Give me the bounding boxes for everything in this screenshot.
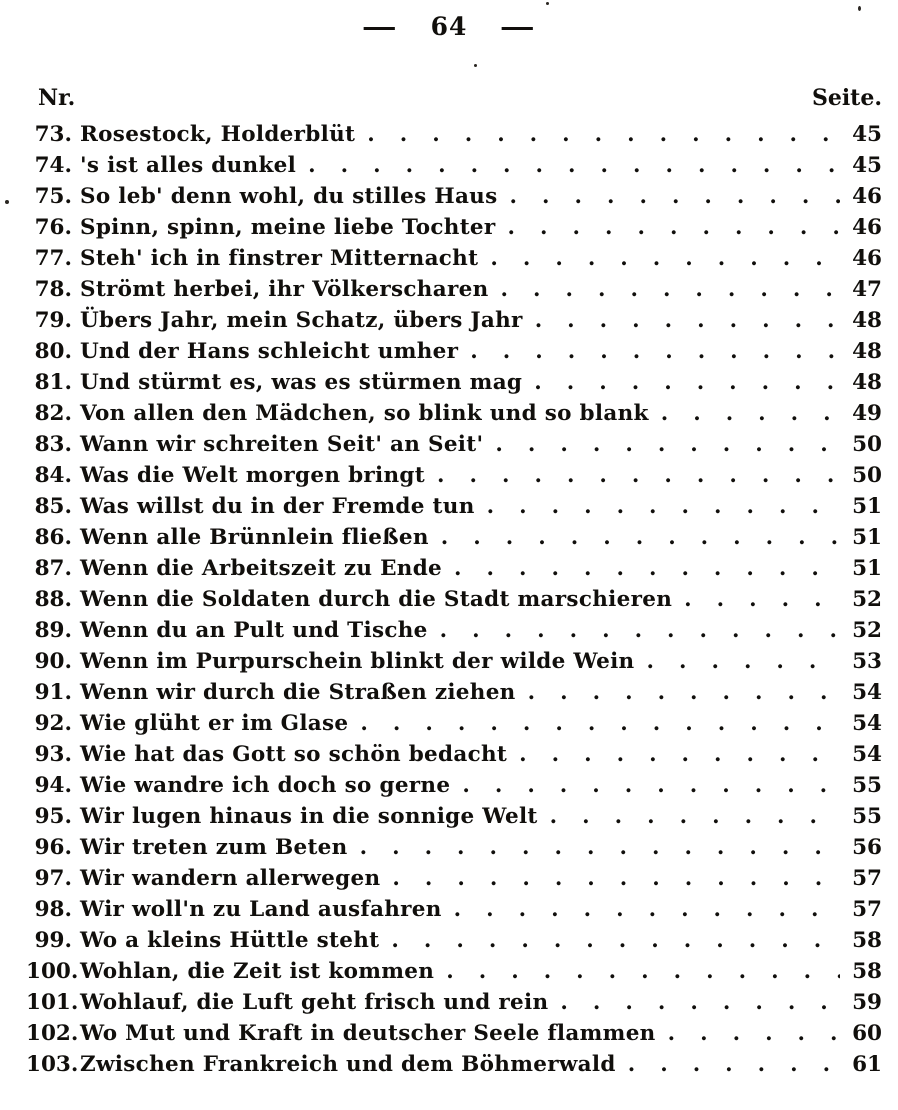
- entry-page-number: 59: [852, 990, 882, 1015]
- dot-leader: [470, 336, 840, 367]
- entry-title: Spinn, spinn, meine liebe Tochter: [80, 215, 496, 240]
- entry-number: 86.: [34, 525, 72, 550]
- entry-page-number: 46: [852, 246, 882, 271]
- nr-column-header: Nr.: [38, 85, 76, 111]
- entry-number: 92.: [34, 711, 72, 736]
- toc-entry: [26, 553, 882, 584]
- running-head-dash-right: —: [500, 12, 537, 41]
- entry-number: 76.: [34, 215, 72, 240]
- entry-page-number: 46: [852, 215, 882, 240]
- toc-entry: [26, 181, 882, 212]
- entry-title: Strömt herbei, ihr Völkerscharen: [80, 277, 489, 302]
- entry-title: Wann wir schreiten Seit' an Seit': [80, 432, 484, 457]
- entry-title: Wohlan, die Zeit ist kommen: [80, 959, 435, 984]
- dot-leader: [446, 956, 840, 987]
- dot-leader: [367, 119, 840, 150]
- toc-entry: [26, 429, 882, 460]
- entry-page-number: 60: [852, 1021, 882, 1046]
- dot-leader: [487, 491, 840, 522]
- entry-page-number: 57: [852, 897, 882, 922]
- entry-number: 96.: [34, 835, 72, 860]
- entry-number: 98.: [34, 897, 72, 922]
- entry-number: 74.: [34, 153, 72, 178]
- entry-number: 89.: [34, 618, 72, 643]
- dot-leader: [534, 367, 840, 398]
- entry-title: So leb' denn wohl, du stilles Haus: [80, 184, 498, 209]
- dot-leader: [508, 212, 840, 243]
- entry-page-number: 52: [852, 618, 882, 643]
- entry-title: 's ist alles dunkel: [80, 153, 297, 178]
- toc-entry: [26, 336, 882, 367]
- entry-page-number: 47: [852, 277, 882, 302]
- toc-entry: [26, 925, 882, 956]
- toc-entry: [26, 522, 882, 553]
- running-head-dash-left: —: [361, 12, 398, 41]
- entry-title: Wo Mut und Kraft in deutscher Seele flammen: [80, 1021, 656, 1046]
- entry-title: Wenn die Arbeitszeit zu Ende: [80, 556, 443, 581]
- toc-entry: [26, 739, 882, 770]
- toc-entry: [26, 119, 882, 150]
- entry-page-number: 48: [852, 308, 882, 333]
- toc-entry: [26, 491, 882, 522]
- dot-leader: [519, 739, 840, 770]
- toc-entry: [26, 832, 882, 863]
- entry-title: Was die Welt morgen bringt: [80, 463, 425, 488]
- entry-title: Wie glüht er im Glase: [80, 711, 349, 736]
- entry-page-number: 49: [852, 401, 882, 426]
- toc-list: [0, 119, 898, 1080]
- entry-number: 93.: [34, 742, 72, 767]
- seite-column-header: Seite.: [811, 85, 882, 111]
- entry-number: 79.: [34, 308, 72, 333]
- entry-number: 99.: [34, 928, 72, 953]
- toc-entry: [26, 460, 882, 491]
- entry-page-number: 50: [852, 463, 882, 488]
- entry-number: 81.: [34, 370, 72, 395]
- entry-page-number: 58: [852, 928, 882, 953]
- toc-entry: [26, 801, 882, 832]
- entry-page-number: 52: [852, 587, 882, 612]
- entry-page-number: 51: [852, 494, 882, 519]
- entry-number: 103.: [26, 1052, 79, 1077]
- dot-leader: [528, 677, 840, 708]
- toc-entry: [26, 243, 882, 274]
- toc-entry: [26, 863, 882, 894]
- entry-number: 84.: [34, 463, 72, 488]
- entry-title: Wir woll'n zu Land ausfahren: [80, 897, 442, 922]
- entry-number: 94.: [34, 773, 72, 798]
- entry-title: Wenn im Purpurschein blinkt der wilde Wein: [80, 649, 635, 674]
- entry-number: 88.: [34, 587, 72, 612]
- dot-leader: [392, 863, 840, 894]
- column-headers: [0, 86, 898, 110]
- entry-number: 85.: [34, 494, 72, 519]
- scan-speck: [5, 200, 9, 204]
- dot-leader: [308, 150, 840, 181]
- entry-page-number: 54: [852, 711, 882, 736]
- entry-title: Steh' ich in finstrer Mitternacht: [80, 246, 479, 271]
- entry-title: Wir treten zum Beten: [80, 835, 348, 860]
- entry-title: Und stürmt es, was es stürmen mag: [80, 370, 523, 395]
- toc-entry: [26, 305, 882, 336]
- dot-leader: [490, 243, 840, 274]
- toc-entry: [26, 708, 882, 739]
- entry-title: Wenn du an Pult und Tische: [80, 618, 428, 643]
- entry-page-number: 48: [852, 339, 882, 364]
- entry-number: 75.: [34, 184, 72, 209]
- scan-speck: [474, 64, 477, 67]
- entry-number: 77.: [34, 246, 72, 271]
- entry-page-number: 51: [852, 525, 882, 550]
- toc-entry: [26, 398, 882, 429]
- dot-leader: [495, 429, 840, 460]
- entry-title: Wir wandern allerwegen: [80, 866, 381, 891]
- dot-leader: [535, 305, 840, 336]
- entry-number: 82.: [34, 401, 72, 426]
- entry-page-number: 54: [852, 680, 882, 705]
- dot-leader: [360, 708, 840, 739]
- entry-number: 101.: [26, 990, 79, 1015]
- entry-page-number: 48: [852, 370, 882, 395]
- entry-title: Und der Hans schleicht umher: [80, 339, 459, 364]
- entry-number: 91.: [34, 680, 72, 705]
- toc-entry: [26, 770, 882, 801]
- entry-number: 97.: [34, 866, 72, 891]
- entry-title: Wohlauf, die Luft geht frisch und rein: [80, 990, 549, 1015]
- entry-number: 80.: [34, 339, 72, 364]
- dot-leader: [501, 274, 840, 305]
- toc-entry: [26, 615, 882, 646]
- running-head: [0, 12, 898, 46]
- dot-leader: [454, 553, 840, 584]
- entry-number: 73.: [34, 122, 72, 147]
- entry-title: Wo a kleins Hüttle steht: [80, 928, 380, 953]
- dot-leader: [550, 801, 840, 832]
- toc-entry: [26, 1049, 882, 1080]
- entry-title: Was willst du in der Fremde tun: [80, 494, 475, 519]
- toc-entry: [26, 646, 882, 677]
- dot-leader: [684, 584, 840, 615]
- scan-speck: [858, 6, 861, 11]
- dot-leader: [646, 646, 840, 677]
- dot-leader: [391, 925, 840, 956]
- entry-title: Wenn die Soldaten durch die Stadt marschieren: [80, 587, 673, 612]
- entry-number: 90.: [34, 649, 72, 674]
- toc-entry: [26, 677, 882, 708]
- entry-title: Wenn alle Brünnlein fließen: [80, 525, 429, 550]
- entry-number: 83.: [34, 432, 72, 457]
- entry-title: Übers Jahr, mein Schatz, übers Jahr: [80, 308, 523, 333]
- toc-entry: [26, 1018, 882, 1049]
- toc-entry: [26, 212, 882, 243]
- entry-title: Wir lugen hinaus in die sonnige Welt: [80, 804, 538, 829]
- entry-page-number: 57: [852, 866, 882, 891]
- entry-page-number: 61: [852, 1052, 882, 1077]
- dot-leader: [661, 398, 840, 429]
- entry-title: Wie wandre ich doch so gerne: [80, 773, 451, 798]
- dot-leader: [437, 460, 840, 491]
- dot-leader: [360, 832, 840, 863]
- entry-number: 78.: [34, 277, 72, 302]
- toc-entry: [26, 584, 882, 615]
- entry-page-number: 54: [852, 742, 882, 767]
- page-number: 64: [430, 12, 468, 41]
- entry-page-number: 50: [852, 432, 882, 457]
- entry-page-number: 45: [852, 122, 882, 147]
- entry-number: 87.: [34, 556, 72, 581]
- toc-entry: [26, 956, 882, 987]
- dot-leader: [668, 1018, 840, 1049]
- toc-entry: [26, 367, 882, 398]
- entry-page-number: 58: [852, 959, 882, 984]
- entry-page-number: 56: [852, 835, 882, 860]
- dot-leader: [560, 987, 840, 1018]
- entry-page-number: 55: [852, 804, 882, 829]
- entry-page-number: 45: [852, 153, 882, 178]
- dot-leader: [510, 181, 840, 212]
- entry-number: 100.: [26, 959, 79, 984]
- entry-number: 102.: [26, 1021, 79, 1046]
- dot-leader: [441, 522, 840, 553]
- entry-page-number: 53: [852, 649, 882, 674]
- entry-page-number: 55: [852, 773, 882, 798]
- scan-speck: [546, 2, 549, 5]
- entry-title: Wenn wir durch die Straßen ziehen: [80, 680, 516, 705]
- entry-title: Rosestock, Holderblüt: [80, 122, 356, 147]
- entry-title: Wie hat das Gott so schön bedacht: [80, 742, 508, 767]
- entry-page-number: 51: [852, 556, 882, 581]
- toc-entry: [26, 987, 882, 1018]
- toc-entry: [26, 150, 882, 181]
- toc-entry: [26, 274, 882, 305]
- entry-title: Von allen den Mädchen, so blink und so blank: [80, 401, 649, 426]
- dot-leader: [440, 615, 840, 646]
- toc-entry: [26, 894, 882, 925]
- entry-number: 95.: [34, 804, 72, 829]
- entry-title: Zwischen Frankreich und dem Böhmerwald: [80, 1052, 616, 1077]
- dot-leader: [454, 894, 840, 925]
- dot-leader: [628, 1049, 840, 1080]
- dot-leader: [462, 770, 840, 801]
- entry-page-number: 46: [852, 184, 882, 209]
